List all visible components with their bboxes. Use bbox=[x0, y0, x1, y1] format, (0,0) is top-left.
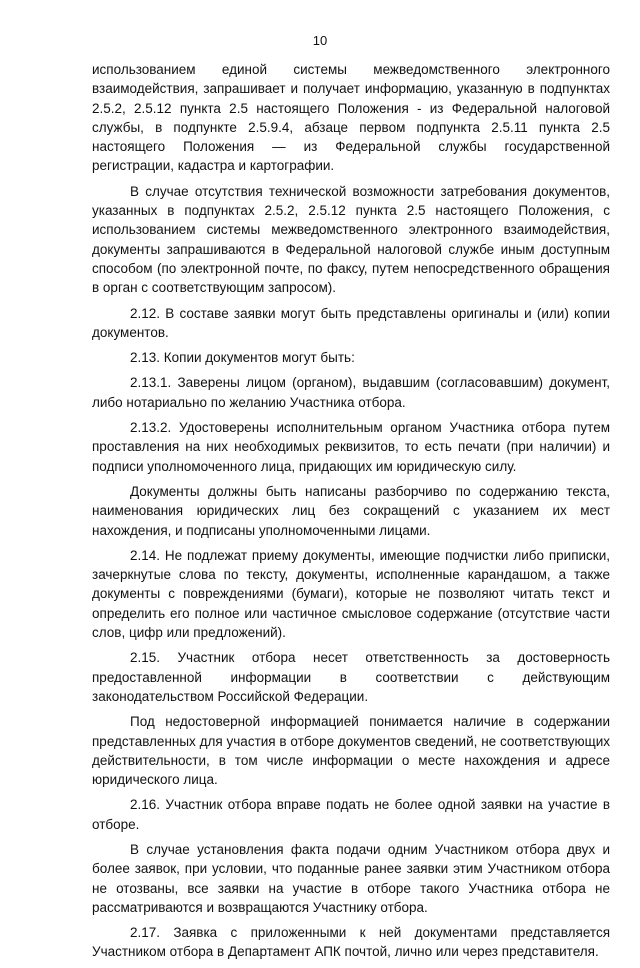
paragraph-documents-legibility: Документы должны быть написаны разборчиво по содержанию текста, наименования юридических лиц без сокращений с указанием их мест нахождения, и подписаны уполномоченными лицами. bbox=[92, 483, 610, 538]
page-number: 10 bbox=[312, 33, 328, 48]
paragraph-2-13-2: 2.13.2. Удостоверены исполнительным органом Участника отбора путем проставления на них необходимых реквизитов, то есть печати (при наличии) и подписи уполномоченного лица, придающих им юридическую силу. bbox=[92, 420, 610, 474]
paragraph-2-14: 2.14. Не подлежат приему документы, имеющие подчистки либо приписки, зачеркнутые слова по тексту, документы, исполненные карандашом, а также документы с повреждениями (бумаги), которые не позволяют читать текст и определить его полное или частичное смысловое содержание (отсутствие части слов, цифр или предложений). bbox=[92, 547, 610, 641]
paragraph-false-information: Под недостоверной информацией понимается наличие в содержании представленных для участия в отборе документов сведений, не соответствующих действительности, в том числе информации о месте нахождения и адресе юридического лица. bbox=[92, 714, 610, 788]
paragraph-2-17: 2.17. Заявка с приложенными к ней документами представляется Участником отбора в Департамент АПК почтой, лично или через представителя. bbox=[92, 925, 610, 960]
paragraph-continuation: использованием единой системы межведомственного электронного взаимодействия, запрашивает и получает информацию, указанную в подпунктах 2.5.2, 2.5.12 пункта 2.5 настоящего Положения - из Федеральной налоговой службы, в подпункте 2.5.9.4, абзаце первом подпункта 2.5.11 пункта 2.5 настоящего Положения — из Федеральной службы государственной регистрации, кадастра и картографии. bbox=[92, 62, 610, 174]
paragraph-no-technical-possibility: В случае отсутствия технической возможности затребования документов, указанных в подпунктах 2.5.2, 2.5.12 пункта 2.5 настоящего Положения, с использованием системы межведомственного электронного взаимодействия, документы запрашиваются в Федеральной налоговой службе иным доступным способом (по электронной почте, по факсу, путем непосредственного обращения в орган с соответствующим запросом). bbox=[92, 183, 610, 296]
document-body bbox=[92, 60, 610, 968]
paragraph-2-13: 2.13. Копии документов могут быть: bbox=[130, 350, 355, 366]
paragraph-2-15: 2.15. Участник отбора несет ответственность за достоверность предоставленной информации в соответствии с действующим законодательством Российской Федерации. bbox=[92, 650, 610, 704]
paragraph-2-13-1: 2.13.1. Заверены лицом (органом), выдавшим (согласовавшим) документ, либо нотариально по желанию Участника отбора. bbox=[92, 375, 610, 410]
paragraph-2-12: 2.12. В составе заявки могут быть представлены оригиналы и (или) копии документов. bbox=[92, 305, 610, 340]
paragraph-2-16: 2.16. Участник отбора вправе подать не более одной заявки на участие в отборе. bbox=[92, 797, 610, 832]
paragraph-multiple-applications: В случае установления факта подачи одним Участником отбора двух и более заявок, при условии, что поданные ранее заявки этим Участником отбора не отозваны, все заявки на участие в отборе такого Участника отбора не рассматриваются и возвращаются Участнику отбора. bbox=[92, 841, 610, 915]
